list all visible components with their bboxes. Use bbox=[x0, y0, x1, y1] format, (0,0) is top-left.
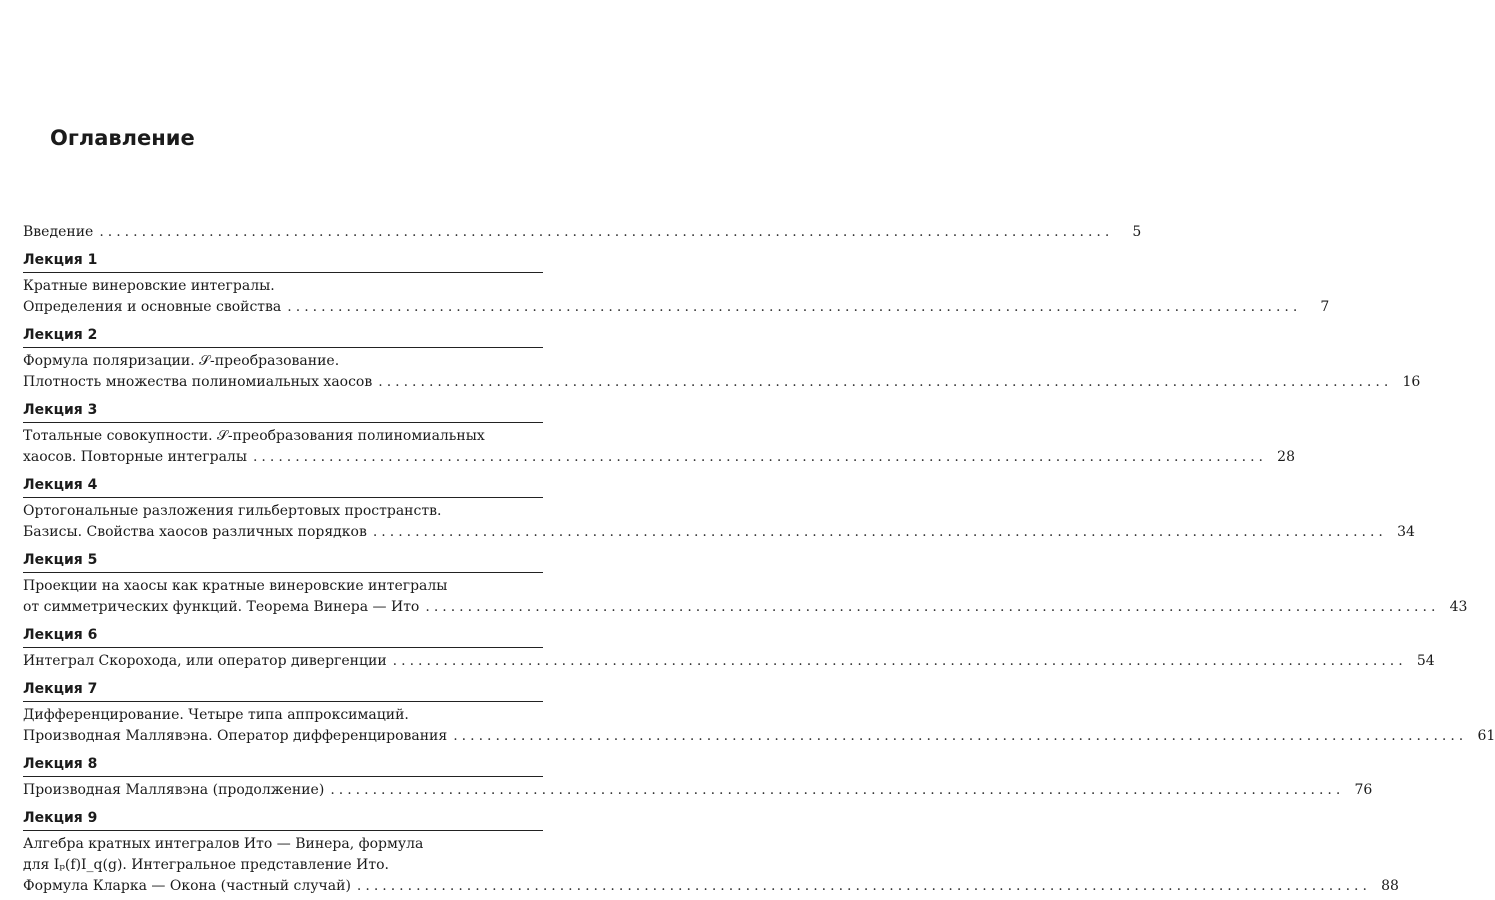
toc-entry-text: Интеграл Скорохода, или оператор дивергенции bbox=[23, 653, 387, 669]
page-number: 7 bbox=[1320, 299, 1330, 315]
toc-entry-last-line bbox=[23, 597, 1468, 618]
toc-entry-line: Проекции на хаосы как кратные винеровские интегралы bbox=[23, 578, 448, 594]
page-number: 28 bbox=[1277, 449, 1295, 465]
toc-entry-text: Базисы. Свойства хаосов различных порядков bbox=[23, 524, 367, 540]
table-of-contents bbox=[23, 222, 1495, 897]
lecture-heading: Лекция 3 bbox=[23, 400, 543, 423]
toc-entry-line: Дифференцирование. Четыре типа аппроксимаций. bbox=[23, 707, 409, 723]
leader-dots: ........................................................................................................................ bbox=[378, 374, 1393, 390]
page-number: 54 bbox=[1416, 653, 1435, 669]
lecture-heading: Лекция 5 bbox=[23, 550, 543, 573]
toc-lecture-block[interactable] bbox=[23, 475, 1415, 543]
toc-entry-text: хаосов. Повторные интегралы bbox=[23, 449, 247, 465]
toc-lecture-block[interactable] bbox=[23, 250, 1330, 318]
page-title: Оглавление bbox=[50, 126, 195, 150]
lecture-heading: Лекция 7 bbox=[23, 679, 543, 702]
toc-entry-text: от симметрических функций. Теорема Винера — Ито bbox=[23, 599, 420, 615]
toc-entry-last-line bbox=[23, 876, 1399, 897]
leader-dots: ........................................................................................................................ bbox=[453, 728, 1468, 744]
toc-entry-last-line bbox=[23, 522, 1415, 543]
leader-dots: ........................................................................................................................ bbox=[392, 653, 1407, 669]
toc-entry-last-line bbox=[23, 726, 1495, 747]
toc-lecture-block[interactable] bbox=[23, 400, 1295, 468]
toc-entry-text: Производная Маллявэна (продолжение) bbox=[23, 782, 325, 798]
toc-entry-last-line bbox=[23, 297, 1330, 318]
toc-lecture-block[interactable] bbox=[23, 325, 1421, 393]
page-number: 88 bbox=[1381, 878, 1399, 894]
toc-entry bbox=[23, 276, 1330, 318]
toc-entry-last-line bbox=[23, 780, 1373, 801]
toc-entry bbox=[23, 834, 1399, 897]
toc-entry-line: Кратные винеровские интегралы. bbox=[23, 278, 275, 294]
toc-entry bbox=[23, 651, 1435, 672]
page-number: 16 bbox=[1402, 374, 1421, 390]
lecture-heading: Лекция 2 bbox=[23, 325, 543, 348]
leader-dots: ........................................................................................................................ bbox=[99, 224, 1114, 240]
toc-entry bbox=[23, 780, 1373, 801]
toc-entry-text: Производная Маллявэна. Оператор дифференцирования bbox=[23, 728, 448, 744]
page-number: 43 bbox=[1449, 599, 1468, 615]
toc-entry bbox=[23, 705, 1495, 747]
leader-dots: ........................................................................................................................ bbox=[252, 449, 1267, 465]
toc-lecture-block[interactable] bbox=[23, 679, 1495, 747]
toc-entry-last-line bbox=[23, 372, 1421, 393]
toc-entry-last-line bbox=[23, 447, 1295, 468]
page-number: 61 bbox=[1477, 728, 1495, 744]
toc-entry-last-line bbox=[23, 222, 1142, 243]
toc-entry-text: Формула Кларка — Окона (частный случай) bbox=[23, 878, 351, 894]
lecture-list bbox=[23, 250, 1495, 897]
toc-entry-text: Определения и основные свойства bbox=[23, 299, 282, 315]
toc-lecture-block[interactable] bbox=[23, 754, 1373, 801]
toc-lecture-block[interactable] bbox=[23, 808, 1399, 897]
page-number: 5 bbox=[1132, 224, 1142, 240]
lecture-heading: Лекция 1 bbox=[23, 250, 543, 273]
leader-dots: ........................................................................................................................ bbox=[372, 524, 1387, 540]
toc-entry-line: Алгебра кратных интегралов Ито — Винера, формула bbox=[23, 836, 424, 852]
toc-lecture-block[interactable] bbox=[23, 550, 1468, 618]
toc-entry-text: Плотность множества полиномиальных хаосов bbox=[23, 374, 373, 390]
lecture-heading: Лекция 4 bbox=[23, 475, 543, 498]
page-number: 34 bbox=[1397, 524, 1415, 540]
toc-entry-last-line bbox=[23, 651, 1435, 672]
leader-dots: ........................................................................................................................ bbox=[356, 878, 1371, 894]
toc-entry bbox=[23, 426, 1295, 468]
toc-entry-line: Формула поляризации. 𝒮-преобразование. bbox=[23, 353, 340, 369]
toc-entry-line: Тотальные совокупности. 𝒮-преобразования полиномиальных bbox=[23, 428, 485, 444]
leader-dots: ........................................................................................................................ bbox=[425, 599, 1440, 615]
toc-entry-line: для Iₚ(f)I_q(g). Интегральное представление Ито. bbox=[23, 857, 389, 873]
toc-entry bbox=[23, 576, 1468, 618]
toc-entry bbox=[23, 501, 1415, 543]
page-number: 76 bbox=[1354, 782, 1373, 798]
toc-entry-line: Ортогональные разложения гильбертовых пространств. bbox=[23, 503, 442, 519]
lecture-heading: Лекция 6 bbox=[23, 625, 543, 648]
toc-entry-text: Введение bbox=[23, 224, 94, 240]
lecture-heading: Лекция 9 bbox=[23, 808, 543, 831]
toc-entry bbox=[23, 351, 1421, 393]
toc-entry-introduction[interactable] bbox=[23, 222, 1142, 243]
leader-dots: ........................................................................................................................ bbox=[287, 299, 1302, 315]
toc-lecture-block[interactable] bbox=[23, 625, 1435, 672]
leader-dots: ........................................................................................................................ bbox=[330, 782, 1345, 798]
lecture-heading: Лекция 8 bbox=[23, 754, 543, 777]
